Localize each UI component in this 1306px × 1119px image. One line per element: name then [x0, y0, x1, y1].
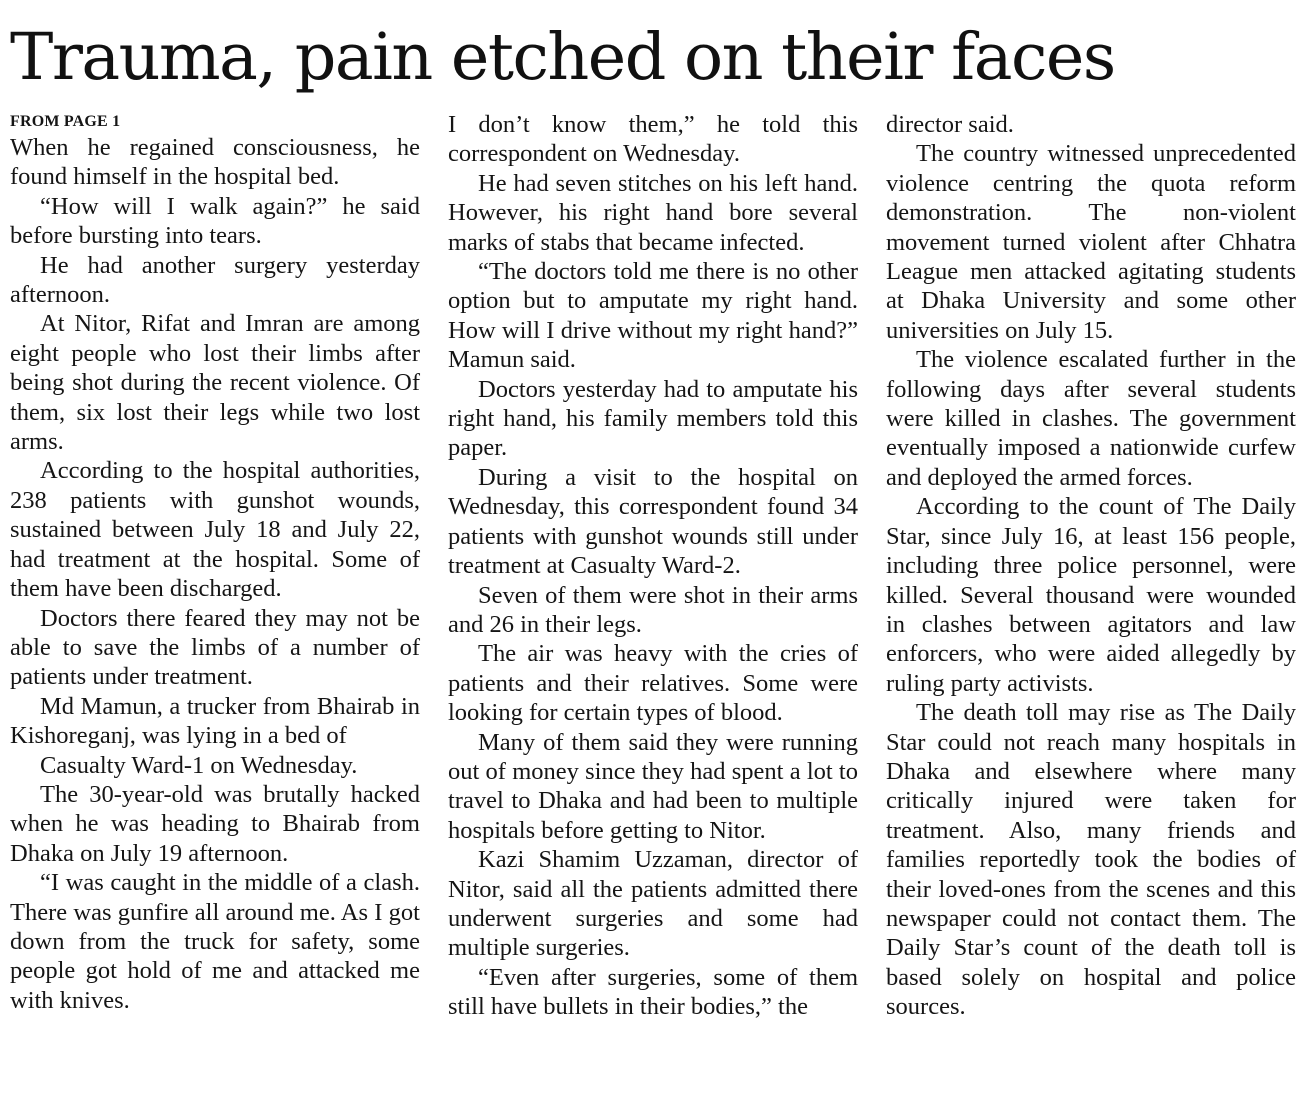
- paragraph: The violence escalated further in the following days after several students were killed in clashes. The government eventually imposed a nationwide curfew and deployed the armed forces.: [886, 346, 1296, 491]
- paragraph: I don’t know them,” he told this correspondent on Wednesday.: [448, 111, 858, 168]
- paragraph: director said.: [886, 111, 1014, 138]
- paragraph: According to the count of The Daily Star, since July 16, at least 156 people, including three police personnel, were killed. Several thousand were wounded in clashes between agitators and law enforcers, who were aided allegedly by ruling party activists.: [886, 493, 1296, 697]
- article-column-1: [10, 110, 420, 1015]
- paragraph: During a visit to the hospital on Wednesday, this correspondent found 34 patients with gunshot wounds still under treatment at Casualty Ward-2.: [448, 463, 858, 580]
- article-column-2: [448, 110, 858, 1022]
- paragraph: At Nitor, Rifat and Imran are among eight people who lost their limbs after being shot during the recent violence. Of them, six lost their legs while two lost arms.: [10, 310, 420, 456]
- paragraph: Kazi Shamim Uzzaman, director of Nitor, said all the patients admitted there underwent surgeries and some had multiple surgeries.: [448, 846, 858, 962]
- continuation-kicker: FROM PAGE 1: [10, 113, 121, 130]
- paragraph: Doctors there feared they may not be able to save the limbs of a number of patients under treatment.: [10, 604, 420, 691]
- paragraph: Md Mamun, a trucker from Bhairab in Kishoreganj, was lying in a bed of: [10, 692, 420, 750]
- paragraph: The death toll may rise as The Daily Star could not reach many hospitals in Dhaka and elsewhere where many critically injured were taken for treatment. Also, many friends and families reportedly took the bodies of their loved-ones from the scenes and this newspaper could not contact them. The Daily Star’s count of the death toll is based solely on hospital and police sources.: [886, 699, 1296, 1021]
- paragraph: He had another surgery yesterday afternoon.: [10, 251, 420, 309]
- paragraph: “How will I walk again?” he said before bursting into tears.: [10, 192, 420, 250]
- paragraph: The air was heavy with the cries of patients and their relatives. Some were looking for certain types of blood.: [448, 640, 858, 727]
- paragraph: “Even after surgeries, some of them still have bullets in their bodies,” the: [448, 963, 858, 1021]
- paragraph: The 30-year-old was brutally hacked when he was heading to Bhairab from Dhaka on July 19 afternoon.: [10, 780, 420, 867]
- paragraph: Many of them said they were running out of money since they had spent a lot to travel to Dhaka and had been to multiple hospitals before getting to Nitor.: [448, 728, 858, 844]
- paragraph: He had seven stitches on his left hand. However, his right hand bore several marks of stabs that became infected.: [448, 169, 858, 256]
- paragraph: Doctors yesterday had to amputate his right hand, his family members told this paper.: [448, 375, 858, 462]
- paragraph: Casualty Ward-1 on Wednesday.: [40, 751, 358, 779]
- paragraph: Seven of them were shot in their arms and 26 in their legs.: [448, 581, 858, 638]
- article-column-3: [886, 110, 1296, 1022]
- paragraph: “The doctors told me there is no other option but to amputate my right hand. How will I drive without my right hand?” Mamun said.: [448, 258, 858, 374]
- paragraph: When he regained consciousness, he found himself in the hospital bed.: [10, 134, 420, 191]
- paragraph: The country witnessed unprecedented violence centring the quota reform demonstration. The non-violent movement turned violent after Chhatra League men attacked agitating students at Dhaka University and some other universities on July 15.: [886, 140, 1296, 344]
- paragraph: According to the hospital authorities, 238 patients with gunshot wounds, sustained between July 18 and July 22, had treatment at the hospital. Some of them have been discharged.: [10, 457, 420, 603]
- headline: Trauma, pain etched on their faces: [10, 20, 1115, 95]
- paragraph: “I was caught in the middle of a clash. There was gunfire all around me. As I got down from the truck for safety, some people got hold of me and attacked me with knives.: [10, 869, 420, 1014]
